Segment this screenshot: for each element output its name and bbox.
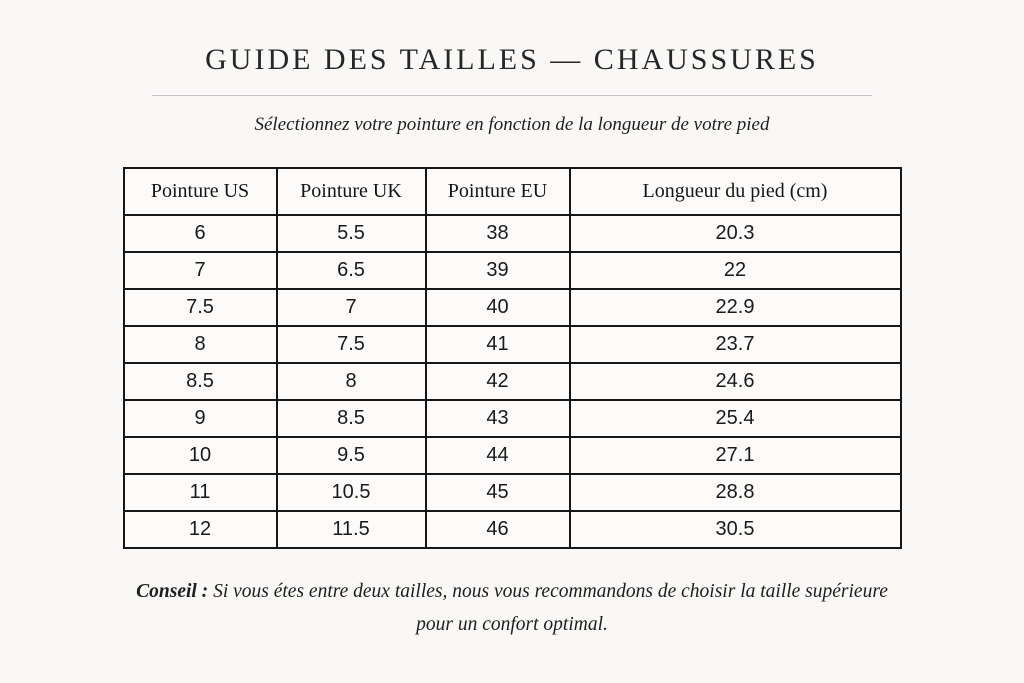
table-row <box>124 289 901 326</box>
footer-note-label: Conseil : <box>136 581 209 602</box>
table-cell: 5.5 <box>277 215 426 252</box>
table-cell: 41 <box>426 326 570 363</box>
size-table <box>123 167 902 549</box>
table-row <box>124 326 901 363</box>
table-row <box>124 474 901 511</box>
footer-note-text: Si vous étes entre deux tailles, nous vous recommandons de choisir la taille supérieure pour un confort optimal. <box>208 581 888 635</box>
size-table-body <box>124 215 901 548</box>
table-row <box>124 511 901 548</box>
page-subtitle: Sélectionnez votre pointure en fonction de la longueur de votre pied <box>254 114 770 135</box>
footer-note <box>122 575 902 641</box>
table-cell: 20.3 <box>570 215 901 252</box>
table-cell: 9.5 <box>277 437 426 474</box>
column-header: Pointure UK <box>277 168 426 215</box>
size-table-head <box>124 168 901 215</box>
table-cell: 6.5 <box>277 252 426 289</box>
table-cell: 8.5 <box>277 400 426 437</box>
table-row <box>124 437 901 474</box>
table-cell: 12 <box>124 511 277 548</box>
table-cell: 45 <box>426 474 570 511</box>
table-cell: 7 <box>277 289 426 326</box>
table-cell: 9 <box>124 400 277 437</box>
table-cell: 10 <box>124 437 277 474</box>
page-title: GUIDE DES TAILLES — CHAUSSURES <box>205 43 819 76</box>
table-cell: 30.5 <box>570 511 901 548</box>
table-cell: 44 <box>426 437 570 474</box>
table-cell: 42 <box>426 363 570 400</box>
title-divider <box>152 95 872 96</box>
table-cell: 8 <box>277 363 426 400</box>
table-cell: 7 <box>124 252 277 289</box>
table-cell: 11.5 <box>277 511 426 548</box>
table-cell: 22.9 <box>570 289 901 326</box>
table-cell: 39 <box>426 252 570 289</box>
table-cell: 7.5 <box>277 326 426 363</box>
table-row <box>124 252 901 289</box>
table-cell: 40 <box>426 289 570 326</box>
table-cell: 23.7 <box>570 326 901 363</box>
table-row <box>124 215 901 252</box>
table-cell: 11 <box>124 474 277 511</box>
table-cell: 27.1 <box>570 437 901 474</box>
table-row <box>124 363 901 400</box>
table-cell: 24.6 <box>570 363 901 400</box>
table-cell: 8 <box>124 326 277 363</box>
table-row <box>124 400 901 437</box>
table-cell: 10.5 <box>277 474 426 511</box>
table-cell: 38 <box>426 215 570 252</box>
table-cell: 8.5 <box>124 363 277 400</box>
table-cell: 43 <box>426 400 570 437</box>
table-cell: 6 <box>124 215 277 252</box>
table-cell: 28.8 <box>570 474 901 511</box>
column-header: Pointure US <box>124 168 277 215</box>
column-header: Pointure EU <box>426 168 570 215</box>
size-table-head-row <box>124 168 901 215</box>
table-cell: 7.5 <box>124 289 277 326</box>
table-cell: 22 <box>570 252 901 289</box>
table-cell: 46 <box>426 511 570 548</box>
table-cell: 25.4 <box>570 400 901 437</box>
column-header: Longueur du pied (cm) <box>570 168 901 215</box>
